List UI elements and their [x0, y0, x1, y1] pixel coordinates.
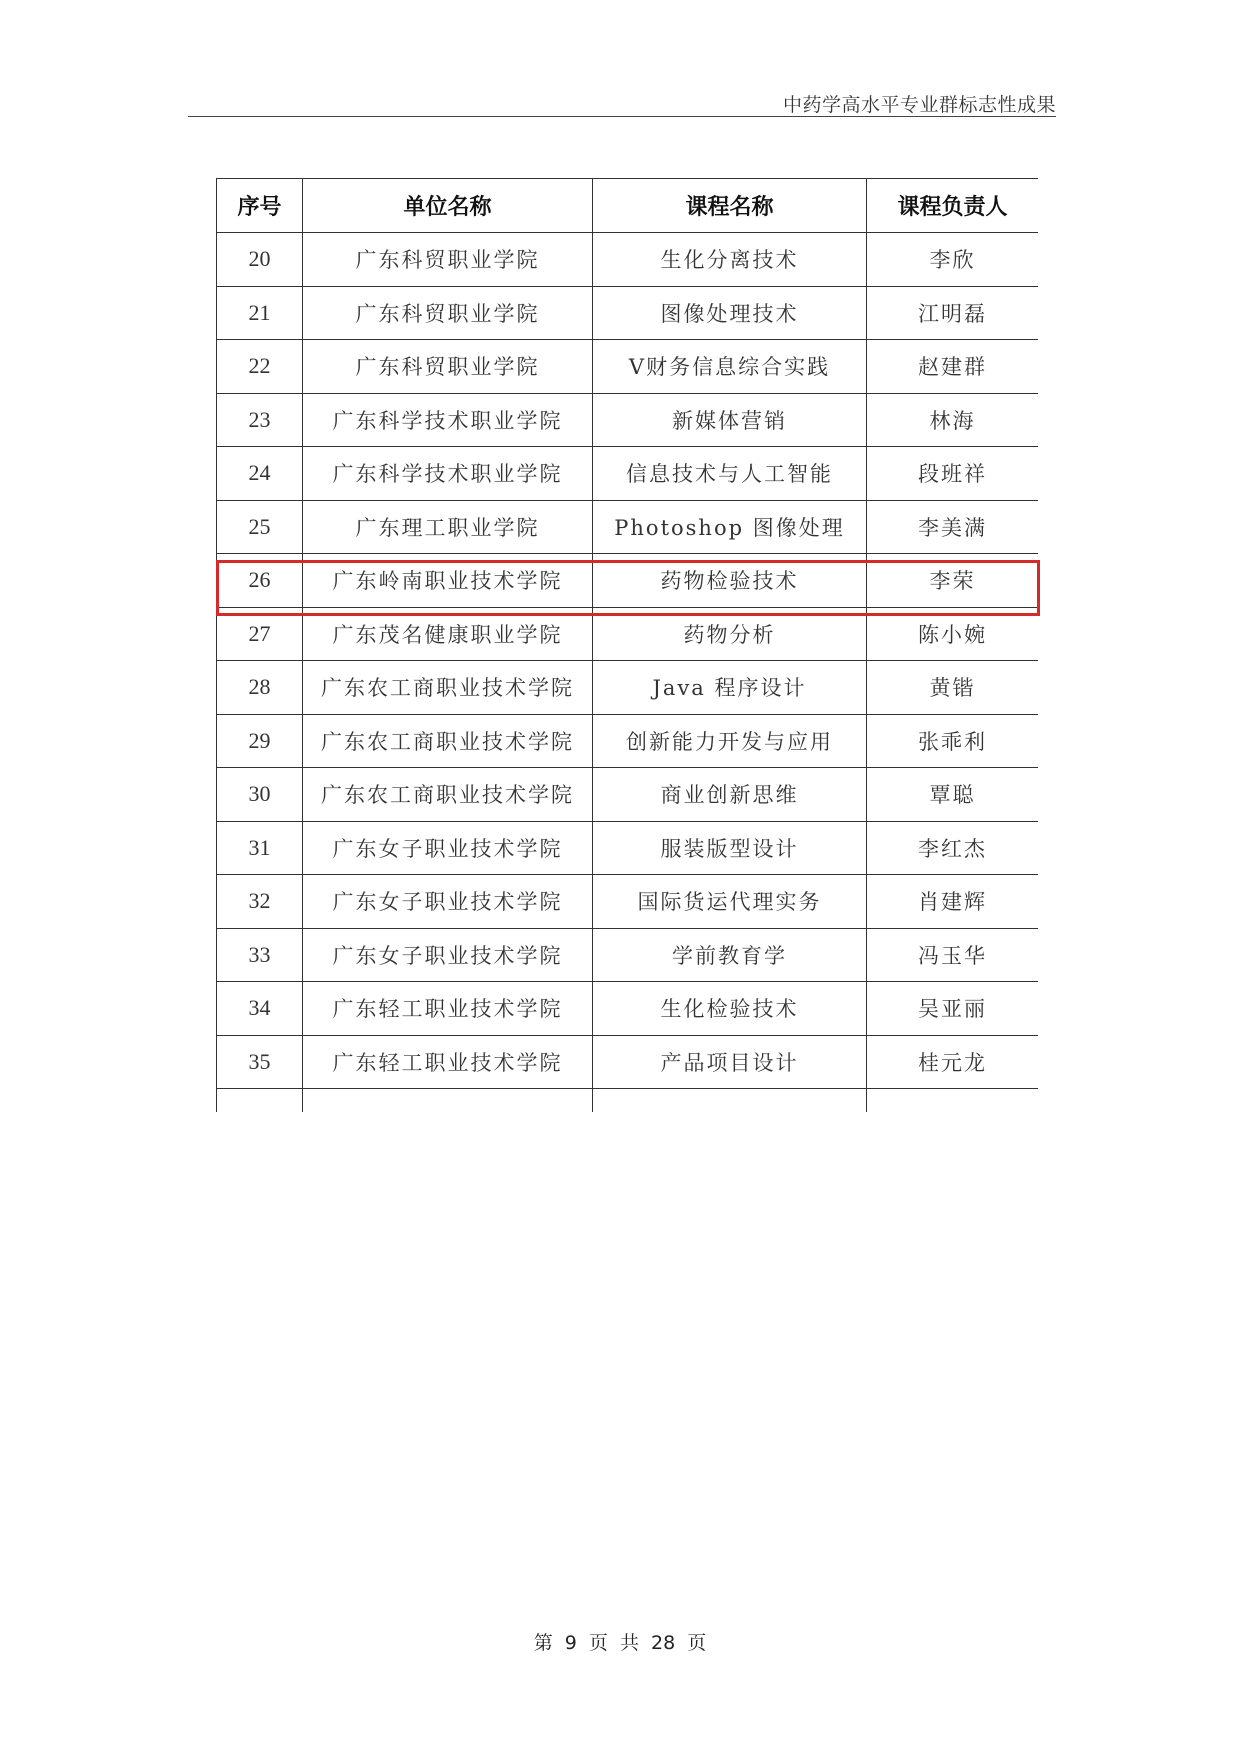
cell-unit: 广东科贸职业学院 [303, 233, 593, 287]
cell-no: 23 [217, 393, 303, 447]
cell-course: 信息技术与人工智能 [593, 447, 867, 501]
cell-no: 35 [217, 1035, 303, 1089]
cell-no: 32 [217, 875, 303, 929]
course-table [216, 178, 1038, 1112]
table-header-row [217, 179, 1039, 233]
cell-no: 34 [217, 982, 303, 1036]
table-row [217, 661, 1039, 715]
cell-no: 26 [217, 554, 303, 608]
empty-cell [867, 1089, 1039, 1113]
cell-unit: 广东女子职业技术学院 [303, 875, 593, 929]
table-row [217, 928, 1039, 982]
cell-course: 服装版型设计 [593, 821, 867, 875]
cell-no: 20 [217, 233, 303, 287]
cell-no: 28 [217, 661, 303, 715]
cell-lead: 李红杰 [867, 821, 1039, 875]
cell-course: 创新能力开发与应用 [593, 714, 867, 768]
cell-lead: 赵建群 [867, 340, 1039, 394]
cell-course: Java 程序设计 [593, 661, 867, 715]
cell-lead: 吴亚丽 [867, 982, 1039, 1036]
cell-lead: 覃聪 [867, 768, 1039, 822]
cell-unit: 广东女子职业技术学院 [303, 821, 593, 875]
cell-lead: 李美满 [867, 500, 1039, 554]
cell-no: 22 [217, 340, 303, 394]
empty-cell [303, 1089, 593, 1113]
cell-course: 图像处理技术 [593, 286, 867, 340]
cell-no: 21 [217, 286, 303, 340]
table-row [217, 447, 1039, 501]
table-row [217, 500, 1039, 554]
cell-no: 30 [217, 768, 303, 822]
cell-lead: 江明磊 [867, 286, 1039, 340]
table-row [217, 554, 1039, 608]
table-row [217, 1035, 1039, 1089]
empty-cell [217, 1089, 303, 1113]
cell-course: 国际货运代理实务 [593, 875, 867, 929]
cell-course: 新媒体营销 [593, 393, 867, 447]
cell-unit: 广东农工商职业技术学院 [303, 661, 593, 715]
cell-course: 药物分析 [593, 607, 867, 661]
cell-no: 24 [217, 447, 303, 501]
cell-lead: 黄锴 [867, 661, 1039, 715]
table-row [217, 875, 1039, 929]
cell-unit: 广东茂名健康职业学院 [303, 607, 593, 661]
cell-unit: 广东轻工职业技术学院 [303, 982, 593, 1036]
cell-unit: 广东科学技术职业学院 [303, 393, 593, 447]
cell-lead: 段班祥 [867, 447, 1039, 501]
cell-lead: 桂元龙 [867, 1035, 1039, 1089]
cell-unit: 广东科学技术职业学院 [303, 447, 593, 501]
document-header-title: 中药学高水平专业群标志性成果 [782, 94, 1056, 116]
table-row [217, 233, 1039, 287]
table-row [217, 607, 1039, 661]
table-row [217, 286, 1039, 340]
cell-unit: 广东轻工职业技术学院 [303, 1035, 593, 1089]
cell-lead: 李荣 [867, 554, 1039, 608]
empty-cell [593, 1089, 867, 1113]
course-table-container [216, 178, 1038, 1112]
cell-unit: 广东理工职业学院 [303, 500, 593, 554]
cell-no: 27 [217, 607, 303, 661]
cell-unit: 广东女子职业技术学院 [303, 928, 593, 982]
table-row [217, 982, 1039, 1036]
table-row [217, 393, 1039, 447]
cell-course: 产品项目设计 [593, 1035, 867, 1089]
header-rule [188, 116, 1056, 117]
cell-course: 学前教育学 [593, 928, 867, 982]
table-row [217, 714, 1039, 768]
cell-lead: 李欣 [867, 233, 1039, 287]
cell-unit: 广东农工商职业技术学院 [303, 714, 593, 768]
cell-no: 29 [217, 714, 303, 768]
table-row [217, 768, 1039, 822]
cell-course: 生化检验技术 [593, 982, 867, 1036]
cell-lead: 张乖利 [867, 714, 1039, 768]
cell-unit: 广东岭南职业技术学院 [303, 554, 593, 608]
cell-lead: 林海 [867, 393, 1039, 447]
column-header-no: 序号 [217, 179, 303, 233]
column-header-course: 课程名称 [593, 179, 867, 233]
table-row-cutoff [217, 1089, 1039, 1113]
page-footer: 第 9 页 共 28 页 [533, 1632, 707, 1654]
cell-lead: 冯玉华 [867, 928, 1039, 982]
column-header-unit: 单位名称 [303, 179, 593, 233]
cell-course: 生化分离技术 [593, 233, 867, 287]
table-body [217, 233, 1039, 1113]
cell-course: 商业创新思维 [593, 768, 867, 822]
column-header-lead: 课程负责人 [867, 179, 1039, 233]
cell-lead: 陈小婉 [867, 607, 1039, 661]
cell-unit: 广东科贸职业学院 [303, 286, 593, 340]
cell-course: V财务信息综合实践 [593, 340, 867, 394]
cell-no: 31 [217, 821, 303, 875]
cell-course: Photoshop 图像处理 [593, 500, 867, 554]
cell-unit: 广东农工商职业技术学院 [303, 768, 593, 822]
cell-no: 25 [217, 500, 303, 554]
cell-unit: 广东科贸职业学院 [303, 340, 593, 394]
cell-no: 33 [217, 928, 303, 982]
cell-lead: 肖建辉 [867, 875, 1039, 929]
cell-course: 药物检验技术 [593, 554, 867, 608]
table-row [217, 340, 1039, 394]
table-row [217, 821, 1039, 875]
